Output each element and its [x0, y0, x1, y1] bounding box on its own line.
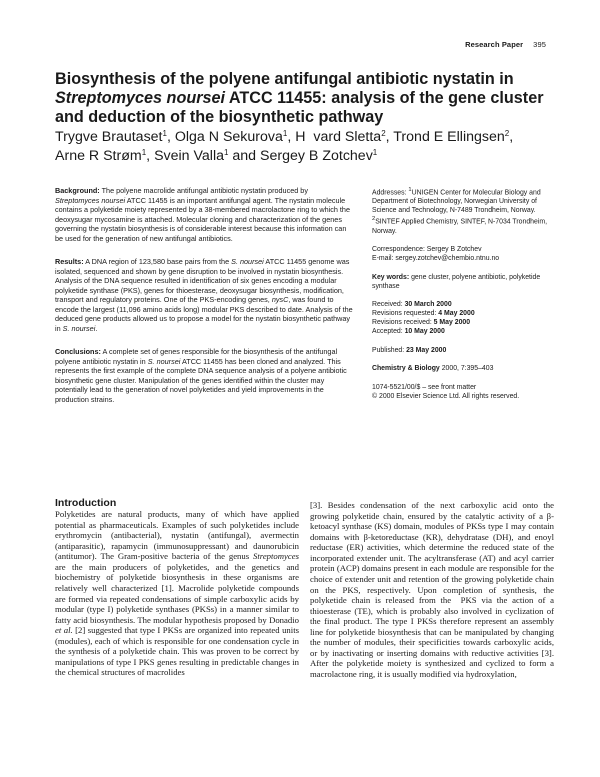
- received-date: 30 March 2000: [404, 301, 452, 309]
- author-name: Arne R Strøm: [55, 147, 142, 164]
- intro-paragraph: [55, 509, 299, 678]
- section-label: Research Paper: [465, 40, 524, 49]
- background-label: Background:: [55, 186, 100, 195]
- issn-line: 1074-5521/00/$ – see front matter: [372, 383, 477, 391]
- body-column-right: [310, 500, 554, 680]
- running-header: [465, 40, 546, 49]
- gene-name: nysC: [271, 295, 289, 304]
- et-al: et al.: [55, 625, 73, 636]
- correspondence: [372, 245, 562, 263]
- published-date: 23 May 2000: [406, 346, 447, 354]
- journal-name: Chemistry & Biology: [372, 365, 440, 373]
- background-text: The polyene macrolide antifungal antibiotic nystatin produced by: [99, 186, 308, 195]
- abstract-background: [55, 186, 353, 243]
- body-text: are the main producers of polyketides, and the genetics and biochemistry of polyketide biosynthesis in these organisms are relatively well characterized [1]. Macrolide polyketide compounds are formed via repeated condensations of simple carboxylic acids by modular (type I) polyketide synthases (PKSs) in a manner similar to fatty acid biosynthesis. The modular hypothesis proposed by Donadio: [55, 561, 299, 625]
- species-name: S. noursei: [231, 257, 264, 266]
- citation-details: 2000, 7:395–403: [439, 365, 494, 373]
- affiliation-marker: 2: [504, 129, 510, 138]
- email-link[interactable]: E-mail: sergey.zotchev@chembio.ntnu.no: [372, 255, 500, 263]
- citation: [372, 364, 562, 373]
- affiliation-text: UNIGEN Center for Molecular Biology and Department of Biotechnology, Norwegian University of Science and Technology, N-7489 Trondheim, Norway.: [372, 189, 541, 215]
- copyright-line: © 2000 Elsevier Science Ltd. All rights reserved.: [372, 392, 520, 400]
- results-text: A DNA region of 123,580 base pairs from the: [83, 257, 232, 266]
- history-dates: [372, 300, 562, 336]
- body-column-left: [55, 509, 299, 678]
- author-separator: ,: [146, 147, 155, 164]
- affiliation-marker: 1: [162, 129, 167, 138]
- author-name: Olga N Sekurova: [174, 129, 283, 145]
- correspondence-author: Correspondence: Sergey B Zotchev: [372, 246, 482, 254]
- addresses: [372, 186, 562, 236]
- page-number: 395: [533, 40, 546, 49]
- title-part2: ATCC 11455: analysis of the gene cluster and deduction of the biosynthetic pathway: [55, 89, 544, 126]
- addresses-label: Addresses:: [372, 189, 409, 197]
- affiliation-marker: 1: [408, 187, 412, 193]
- keywords: [372, 273, 562, 291]
- conclusions-label: Conclusions:: [55, 347, 101, 356]
- results-text: .: [95, 323, 98, 333]
- species-name: S. noursei: [147, 356, 181, 366]
- affiliation-marker: 2: [381, 129, 386, 138]
- author-separator: ,: [287, 129, 296, 145]
- affiliation-marker: 1: [282, 129, 288, 138]
- accepted-label: Accepted:: [372, 328, 405, 336]
- affiliation-text: SINTEF Applied Chemistry, SINTEF, N-7034 Trondheim, Norway.: [372, 218, 548, 235]
- author-name: H vard Sletta: [295, 129, 382, 145]
- published-label: Published:: [372, 346, 407, 354]
- conclusions-text: ATCC 11455 has been cloned and analyzed. This represents the first example of the complete DNA sequence analysis of a polyene antibiotic biosynthetic gene cluster. Manipulation of the genes identified within the cluster may potentially lead to the generation of novel polyketides and yield improvements in the production strains.: [55, 356, 347, 404]
- revisions-requested-date: 4 May 2000: [438, 310, 475, 318]
- received-label: Received:: [372, 301, 405, 309]
- published: [372, 346, 562, 355]
- revisions-received-date: 5 May 2000: [433, 319, 471, 327]
- accepted-date: 10 May 2000: [404, 328, 445, 336]
- author-name: Trond E Ellingsen: [393, 129, 505, 145]
- title-part1: Biosynthesis of the polyene antifungal antibiotic nystatin in: [55, 70, 514, 88]
- author-separator: ,: [385, 129, 394, 145]
- author-line: [55, 147, 560, 166]
- author-line: [55, 128, 560, 147]
- abstract-conclusions: [55, 347, 353, 404]
- abstract-results: [55, 257, 353, 333]
- body-text: [2] suggested that type I PKSs are organized into repeated units (modules), each of which is responsible for one condensation cycle in the synthesis of a polyketide chain. This was proven to be correct by manipulations of type I PKS genes resulting in predictable changes in the chemical structures of macrolides: [55, 625, 299, 678]
- species-name: S. noursei: [62, 323, 96, 333]
- affiliation-marker: 1: [141, 147, 147, 157]
- section-heading-introduction: Introduction: [55, 497, 117, 509]
- conclusions-text: A complete set of genes responsible for the biosynthesis of the antifungal polyene antibiotic nystatin in: [55, 347, 338, 366]
- revisions-requested-label: Revisions requested:: [372, 310, 439, 318]
- author-separator: and: [228, 147, 261, 164]
- keywords-text: gene cluster, polyene antibiotic, polyketide synthase: [372, 273, 541, 290]
- author-list: [55, 128, 560, 165]
- intro-paragraph-continued: [3]. Besides condensation of the next carboxylic acid onto the growing polyketide chain, ensured by the catalytic activity of a β-ketoacyl synthase (KS) domain, modules of PKSs type I may contain domains with β-ketoreductase (KR), dehydratase (DH), and enoyl reductase (ER) activities, which determine the reduced state of the incorporated extender unit. The acyltransferase (AT) and acyl carrier protein (ACP) domains present in each module are responsible for the choice of extender unit and retention of the growing polyketide chain on the PKS, respectively. Upon completion of synthesis, the polyketide chain is released from the PKS via the action of a thioesterase (TE), which is probably also involved in cyclization of the final product. The type I PKSs therefore represent an assembly line for polyketide biosynthesis that can be manipulated by changing the number of modules, their specificities towards carboxylic acids, or by inactivating or inserting domains with reductive activities [3]. After the polyketide moiety is synthesized and cyclized to form a macrolactone ring, it is usually modified via hydroxylation,: [310, 500, 554, 679]
- genus-name: Streptomyces: [253, 551, 299, 562]
- abstract: [55, 186, 353, 418]
- article-info-sidebar: [372, 186, 562, 410]
- author-name: Trygve Brautaset: [55, 129, 163, 145]
- background-text: ATCC 11455 is an important antifungal agent. The nystatin molecule contains a polyketide moiety represented by a 38-membered macrolactone ring to which the deoxysugar mycosamine is attached. Molecular cloning and characterization of the genes governing the nystatin biosynthesis is of considerable interest because this information can be used for the generation of new antifungal antibiotics.: [55, 195, 350, 243]
- results-text: , was found to encode the largest (11,096 amino acids long) modular PKS described to date. Analysis of the deduced gene products allowed us to propose a model for the nystatin biosynthetic pathway in: [55, 295, 353, 333]
- affiliation-marker: 1: [372, 147, 378, 157]
- affiliation-marker: 2: [372, 216, 376, 223]
- keywords-label: Key words:: [372, 273, 410, 281]
- results-label: Results:: [55, 257, 84, 266]
- results-text: ATCC 11455 genome was isolated, sequenced and shown by gene disruption to be involved in nystatin biosynthesis. Analysis of the DNA sequence resulted in identification of six genes encoding a modular polyketide synthase (PKS), genes for thioesterase, deoxysugar biosynthesis, modification, transport and regulatory proteins. One of the PKS-encoding genes,: [55, 257, 350, 304]
- title-species: Streptomyces noursei: [55, 89, 226, 107]
- body-text: Polyketides are natural products, many of which have applied potential as pharmaceuticals. Examples of such polyketides include erythromycin (antibacterial), nystatin (antifungal), avermectin (antiparasitic), rapamycin (immunosuppressant) and daunorubicin (antitumor). The Gram-positive bacteria of the genus: [55, 509, 299, 562]
- author-separator: ,: [166, 129, 175, 145]
- copyright-block: [372, 383, 562, 401]
- author-name: Sergey B Zotchev: [260, 147, 373, 164]
- species-name: Streptomyces noursei: [55, 195, 126, 205]
- article-title: [55, 70, 560, 127]
- author-separator: ,: [509, 129, 514, 145]
- revisions-received-label: Revisions received:: [372, 319, 434, 327]
- author-name: Svein Valla: [154, 147, 224, 164]
- affiliation-marker: 1: [224, 147, 229, 157]
